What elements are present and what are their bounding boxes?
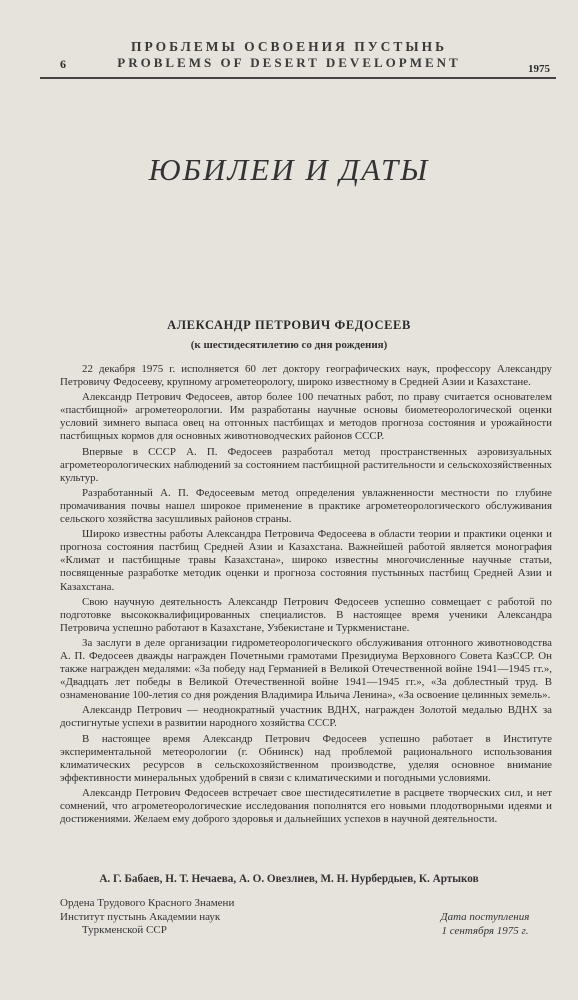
article-title: АЛЕКСАНДР ПЕТРОВИЧ ФЕДОСЕЕВ <box>167 318 411 332</box>
institution-block <box>60 897 340 938</box>
journal-title-ru: ПРОБЛЕМЫ ОСВОЕНИЯ ПУСТЫНЬ <box>130 39 448 54</box>
running-header <box>0 30 578 82</box>
received-label: Дата поступления <box>440 911 530 923</box>
journal-title-en: PROBLEMS OF DESERT DEVELOPMENT <box>117 55 461 70</box>
received-date: 1 сентября 1975 г. <box>441 924 529 937</box>
body-paragraph: Разработанный А. П. Федосеевым метод определения увлажненности местности по глубине промачивания почвы нашел широкое применение в практике агрометеорологического обслуживания сельского хозяйства засушливых районов страны. <box>60 486 552 526</box>
institution-line: Туркменской ССР <box>82 924 167 936</box>
article-body <box>60 363 552 828</box>
article-authors: А. Г. Бабаев, Н. Т. Нечаева, А. О. Овезлиев, М. Н. Нурбердыев, К. Артыков <box>99 873 479 885</box>
institution-line: Институт пустынь Академии наук <box>60 910 221 923</box>
body-paragraph: Впервые в СССР А. П. Федосеев разработал метод пространственных аэровизуальных агрометеорологических наблюдений за состоянием пастбищной растительности и сельскохозяйственных культур. <box>60 445 552 484</box>
body-paragraph: За заслуги в деле организации гидрометеорологического обслуживания отгонного животноводства А. П. Федосеев дважды награжден Почетными грамотами Президиума Верховного Совета КазССР. Он также награжден медалями: «За победу над Германией в Великой Отечественной войне 1941—1945 гг.», «Двадцать лет победы в Великой Отечественной войне 1941—1945 гг.», «За доблестный труд. В ознаменование 100-летия со дня рождения Владимира Ильича Ленина», «За освоение целинных земель». <box>60 636 552 702</box>
institution-line: Ордена Трудового Красного Знамени <box>60 897 235 909</box>
received-block <box>420 911 550 938</box>
page-number: 6 <box>60 57 66 71</box>
header-rule <box>40 77 556 79</box>
body-paragraph: Свою научную деятельность Александр Петрович Федосеев успешно совмещает с работой по подготовке высококвалифицированных специалистов. В настоящее время ученики Александра Петровича успешно работают в Казахстане, Узбекистане и Туркменистане. <box>60 595 552 634</box>
body-paragraph: Александр Петрович Федосеев встречает свое шестидесятилетие в расцвете творческих сил, и нет сомнений, что агрометеорологические исследования пополнятся его новыми плодотворными идеями и достижениями. Желаем ему доброго здоровья и дальнейших успехов в научной деятельности. <box>60 786 552 826</box>
body-paragraph: Александр Петрович — неоднократный участник ВДНХ, награжден Золотой медалью ВДНХ за достигнутые успехи в развитии народного хозяйства СССР. <box>60 704 552 730</box>
issue-year: 1975 <box>528 63 550 75</box>
body-paragraph: Александр Петрович Федосеев, автор более 100 печатных работ, по праву считается основателем «пастбищной» агрометеорологии. Им разработаны научные основы биометеорологической оценки условий зимнего выпаса овец на отгонных пастбищах и методов прогноза состояния и урожайности пастбищных кормов для основных животноводческих районов СССР. <box>60 391 552 443</box>
body-paragraph: 22 декабря 1975 г. исполняется 60 лет доктору географических наук, профессору Александру Петровичу Федосееву, крупному агрометеорологу, широко известному в Средней Азии и Казахстане. <box>60 363 552 389</box>
article-subtitle: (к шестидесятилетию со дня рождения) <box>190 339 388 351</box>
section-rubric: ЮБИЛЕИ И ДАТЫ <box>148 152 430 187</box>
body-paragraph: Широко известны работы Александра Петровича Федосеева в области теории и практики оценки и прогноза состояния пастбищ Средней Азии и Казахстана. Важнейшей работой является монография «Климат и пастбищные травы Казахстана», широко известны многочисленные научные статьи, посвященные разработке методик оценки и прогноза состояния пустынных пастбищ Средней Азии и Казахстана. <box>60 528 552 593</box>
body-paragraph: В настоящее время Александр Петрович Федосеев успешно работает в Институте экспериментальной метеорологии (г. Обнинск) над проблемой рационального использования климатических ресурсов в сельскохозяйственном производстве, уделяя основное внимание эффективности минеральных удобрений в связи с климатическими и погодными условиями. <box>60 732 552 784</box>
